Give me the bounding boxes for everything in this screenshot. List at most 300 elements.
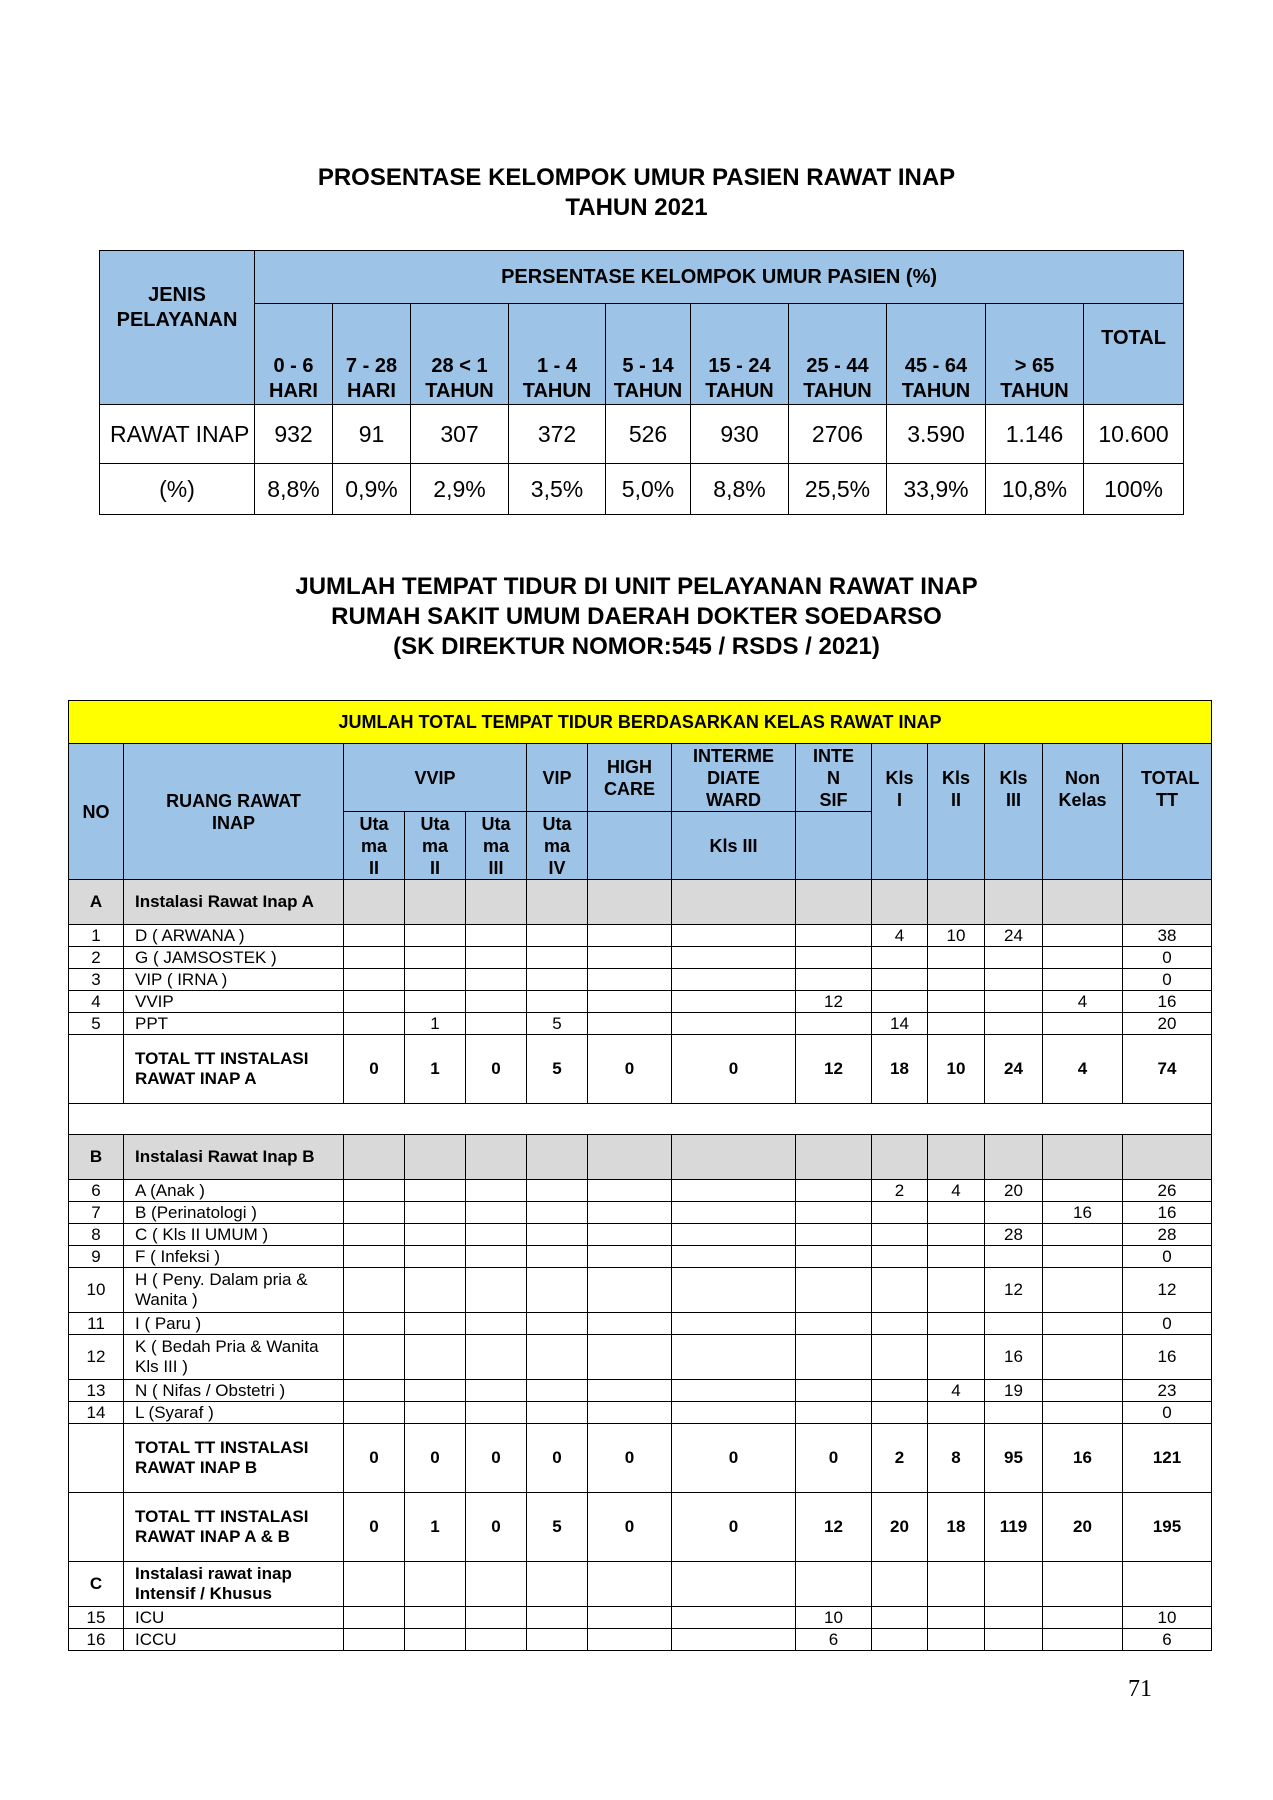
bed-count-cell: 16 (1123, 1335, 1212, 1380)
row-no: 11 (69, 1313, 124, 1335)
value-cell: 10.600 (1084, 405, 1184, 464)
bed-count-cell (1043, 1562, 1123, 1607)
bed-count-cell: 0 (527, 1424, 588, 1493)
table-row (69, 1035, 1212, 1104)
bed-count-cell (527, 947, 588, 969)
bed-count-cell (872, 1607, 928, 1629)
table-row (69, 1224, 1212, 1246)
bed-count-cell (344, 1380, 405, 1402)
bed-count-cell: 12 (1123, 1268, 1212, 1313)
value-cell: 307 (411, 405, 509, 464)
bed-count-cell (466, 1402, 527, 1424)
room-name: VIP ( IRNA ) (124, 969, 344, 991)
bed-count-cell (344, 1629, 405, 1651)
bed-count-cell (405, 880, 466, 925)
bed-count-cell: 4 (1043, 991, 1123, 1013)
bed-count-cell (466, 1013, 527, 1035)
room-name: H ( Peny. Dalam pria & Wanita ) (124, 1268, 344, 1313)
bed-count-cell (588, 1562, 672, 1607)
value-cell: 10,8% (986, 464, 1084, 515)
table-row (69, 1493, 1212, 1562)
value-cell: 91 (333, 405, 411, 464)
bed-count-cell (588, 1335, 672, 1380)
bed-count-cell (588, 947, 672, 969)
bed-count-cell: 10 (796, 1607, 872, 1629)
bed-count-cell (796, 947, 872, 969)
bed-count-cell (344, 1224, 405, 1246)
value-cell: 8,8% (255, 464, 333, 515)
bed-count-cell (1043, 1380, 1123, 1402)
bed-count-cell: 0 (672, 1424, 796, 1493)
table-row (69, 1135, 1212, 1180)
bed-count-cell: 10 (928, 1035, 985, 1104)
bed-count-cell (466, 1268, 527, 1313)
title1-line1: PROSENTASE KELOMPOK UMUR PASIEN RAWAT INAP (317, 164, 956, 191)
bed-count-cell: 8 (928, 1424, 985, 1493)
value-cell: 1.146 (986, 405, 1084, 464)
bed-count-cell (1043, 1335, 1123, 1380)
bed-count-cell: 0 (672, 1493, 796, 1562)
bed-count-cell: 95 (985, 1424, 1043, 1493)
kls2-header: Kls II (928, 744, 985, 880)
room-name: VVIP (124, 991, 344, 1013)
bed-count-cell: 0 (344, 1424, 405, 1493)
bed-count-cell (344, 1013, 405, 1035)
bed-count-cell (672, 969, 796, 991)
row-no: A (69, 880, 124, 925)
bed-count-cell (344, 947, 405, 969)
bed-count-cell: 4 (872, 925, 928, 947)
bed-count-cell: 0 (588, 1424, 672, 1493)
bed-count-cell (527, 1629, 588, 1651)
bed-count-cell (672, 991, 796, 1013)
persentase-group-header: PERSENTASE KELOMPOK UMUR PASIEN (%) (255, 251, 1184, 304)
room-name: B (Perinatologi ) (124, 1202, 344, 1224)
bed-count-cell (928, 991, 985, 1013)
room-name: Instalasi Rawat Inap A (124, 880, 344, 925)
age-group-table (99, 250, 1184, 515)
bed-count-cell (672, 1268, 796, 1313)
room-name: ICCU (124, 1629, 344, 1651)
bed-count-cell (796, 1335, 872, 1380)
age-col-header: TOTAL (1084, 304, 1184, 405)
bed-count-cell (1123, 1562, 1212, 1607)
bed-count-cell: 5 (527, 1035, 588, 1104)
bed-count-cell: 0 (796, 1424, 872, 1493)
bed-count-cell: 4 (928, 1180, 985, 1202)
bed-count-cell (928, 1402, 985, 1424)
bed-count-cell: 4 (928, 1380, 985, 1402)
bed-count-cell (405, 1335, 466, 1380)
table-row (69, 1268, 1212, 1313)
table-row (69, 1402, 1212, 1424)
bed-count-cell: 1 (405, 1013, 466, 1035)
room-name: K ( Bedah Pria & Wanita Kls III ) (124, 1335, 344, 1380)
bed-count-cell (588, 1202, 672, 1224)
table-banner: JUMLAH TOTAL TEMPAT TIDUR BERDASARKAN KELAS RAWAT INAP (69, 701, 1212, 744)
age-col-header: 7 - 28 HARI (333, 304, 411, 405)
bed-count-cell: 0 (466, 1424, 527, 1493)
age-col-header: 5 - 14 TAHUN (606, 304, 691, 405)
bed-count-cell (872, 1224, 928, 1246)
age-col-header: > 65 TAHUN (986, 304, 1084, 405)
bed-count-cell: 4 (1043, 1035, 1123, 1104)
bed-count-cell (796, 1380, 872, 1402)
bed-count-cell (466, 1629, 527, 1651)
bed-count-cell (466, 1224, 527, 1246)
table-row (69, 1380, 1212, 1402)
age-col-header: 1 - 4 TAHUN (509, 304, 606, 405)
intensif-header: INTE N SIF (796, 744, 872, 812)
bed-count-cell: 38 (1123, 925, 1212, 947)
bed-count-cell: 6 (796, 1629, 872, 1651)
table-row (69, 991, 1212, 1013)
bed-count-cell (796, 1268, 872, 1313)
bed-count-cell (527, 1562, 588, 1607)
table-row (69, 1180, 1212, 1202)
bed-count-cell (405, 1268, 466, 1313)
row-no: 4 (69, 991, 124, 1013)
room-name: ICU (124, 1607, 344, 1629)
value-cell: 25,5% (789, 464, 887, 515)
bed-count-cell (872, 947, 928, 969)
bed-count-cell (588, 1629, 672, 1651)
table-row (69, 969, 1212, 991)
row-no: 13 (69, 1380, 124, 1402)
bed-count-cell (344, 1202, 405, 1224)
value-cell: 5,0% (606, 464, 691, 515)
bed-count-cell (672, 1135, 796, 1180)
bed-count-cell: 0 (1123, 969, 1212, 991)
bed-count-cell (672, 1013, 796, 1035)
table-row (69, 1335, 1212, 1380)
bed-count-cell: 0 (1123, 947, 1212, 969)
table-row (69, 947, 1212, 969)
room-name: D ( ARWANA ) (124, 925, 344, 947)
bed-count-cell (672, 1629, 796, 1651)
row-label: RAWAT INAP (100, 405, 255, 464)
bed-count-cell (527, 1246, 588, 1268)
bed-count-cell (588, 991, 672, 1013)
bed-count-cell (985, 1562, 1043, 1607)
bed-count-cell (466, 1562, 527, 1607)
bed-count-cell (985, 1629, 1043, 1651)
bed-count-cell: 1 (405, 1035, 466, 1104)
bed-count-cell (672, 1202, 796, 1224)
row-no: C (69, 1562, 124, 1607)
room-name: L (Syaraf ) (124, 1402, 344, 1424)
bed-count-cell (796, 1013, 872, 1035)
bed-count-cell (1123, 1135, 1212, 1180)
bed-count-cell (466, 947, 527, 969)
bed-count-cell (466, 880, 527, 925)
bed-count-cell (672, 1402, 796, 1424)
bed-count-cell (985, 991, 1043, 1013)
bed-count-cell (672, 1380, 796, 1402)
bed-count-cell (928, 1607, 985, 1629)
bed-count-cell: 5 (527, 1013, 588, 1035)
bed-count-cell: 0 (344, 1035, 405, 1104)
room-name: N ( Nifas / Obstetri ) (124, 1380, 344, 1402)
bed-count-cell (466, 1202, 527, 1224)
bed-count-cell (872, 1135, 928, 1180)
title2-line3: (SK DIREKTUR NOMOR:545 / RSDS / 2021) (393, 633, 880, 660)
bed-count-cell (527, 1380, 588, 1402)
row-no (69, 1493, 124, 1562)
kls1-header: Kls I (872, 744, 928, 880)
bed-count-cell (588, 925, 672, 947)
bed-count-cell (405, 991, 466, 1013)
value-cell: 8,8% (691, 464, 789, 515)
bed-count-cell (928, 1224, 985, 1246)
bed-count-cell (405, 1313, 466, 1335)
table-row (69, 1246, 1212, 1268)
table-row (69, 1013, 1212, 1035)
bed-count-cell (985, 1135, 1043, 1180)
bed-count-cell (344, 1180, 405, 1202)
bed-count-cell (796, 1246, 872, 1268)
bed-count-cell (928, 1335, 985, 1380)
bed-count-cell (405, 1562, 466, 1607)
bed-count-cell (344, 1335, 405, 1380)
age-col-header: 25 - 44 TAHUN (789, 304, 887, 405)
bed-count-cell (527, 991, 588, 1013)
bed-count-cell (872, 1380, 928, 1402)
bed-count-cell (588, 1246, 672, 1268)
intermediate-header: INTERME DIATE WARD (672, 744, 796, 812)
bed-count-cell (672, 1224, 796, 1246)
row-no: 12 (69, 1335, 124, 1380)
table-row (69, 880, 1212, 925)
bed-count-cell: 0 (588, 1493, 672, 1562)
row-no: 7 (69, 1202, 124, 1224)
bed-count-cell: 12 (985, 1268, 1043, 1313)
bed-count-cell: 18 (928, 1493, 985, 1562)
bed-count-cell (796, 925, 872, 947)
bed-count-cell: 1 (405, 1493, 466, 1562)
bed-count-cell (344, 1268, 405, 1313)
row-no: 5 (69, 1013, 124, 1035)
bed-count-cell: 0 (405, 1424, 466, 1493)
bed-count-cell (1043, 1246, 1123, 1268)
table-row (69, 1104, 1212, 1135)
bed-count-cell (405, 1202, 466, 1224)
bed-count-cell (527, 969, 588, 991)
bed-count-cell (796, 1180, 872, 1202)
row-no: 1 (69, 925, 124, 947)
bed-count-cell (588, 1224, 672, 1246)
bed-count-cell: 16 (1043, 1202, 1123, 1224)
bed-count-cell: 16 (1123, 1202, 1212, 1224)
intensif-sub (796, 812, 872, 880)
bed-count-cell (527, 1135, 588, 1180)
bed-count-cell (344, 991, 405, 1013)
kls3-header: Kls III (985, 744, 1043, 880)
bed-count-cell: 24 (985, 1035, 1043, 1104)
bed-count-cell (672, 1180, 796, 1202)
row-no: 15 (69, 1607, 124, 1629)
value-cell: 2706 (789, 405, 887, 464)
value-cell: 3,5% (509, 464, 606, 515)
bed-count-cell (527, 880, 588, 925)
bed-count-cell (527, 1402, 588, 1424)
non-kelas-header: Non Kelas (1043, 744, 1123, 880)
bed-count-cell: 23 (1123, 1380, 1212, 1402)
bed-count-cell: 0 (344, 1493, 405, 1562)
bed-count-cell (672, 925, 796, 947)
bed-count-cell (928, 1562, 985, 1607)
bed-count-cell: 19 (985, 1380, 1043, 1402)
bed-count-cell (588, 880, 672, 925)
bed-count-cell (527, 1607, 588, 1629)
row-no (69, 1035, 124, 1104)
bed-count-cell (985, 880, 1043, 925)
age-col-header: 45 - 64 TAHUN (887, 304, 986, 405)
bed-count-cell: 0 (672, 1035, 796, 1104)
bed-count-cell: 16 (985, 1335, 1043, 1380)
room-name: TOTAL TT INSTALASI RAWAT INAP A (124, 1035, 344, 1104)
bed-count-cell: 0 (466, 1035, 527, 1104)
vvip-header: VVIP (344, 744, 527, 812)
bed-count-cell (796, 880, 872, 925)
bed-count-cell (527, 1313, 588, 1335)
bed-count-cell (672, 1335, 796, 1380)
bed-count-cell (466, 1380, 527, 1402)
bed-count-cell (928, 1135, 985, 1180)
bed-count-cell (928, 1246, 985, 1268)
bed-count-cell (344, 880, 405, 925)
room-name: Instalasi rawat inap Intensif / Khusus (124, 1562, 344, 1607)
bed-count-cell (405, 1180, 466, 1202)
bed-count-cell: 16 (1043, 1424, 1123, 1493)
room-name: F ( Infeksi ) (124, 1246, 344, 1268)
bed-count-cell: 2 (872, 1424, 928, 1493)
table-row (69, 1607, 1212, 1629)
bed-count-cell (344, 1135, 405, 1180)
bed-count-cell (588, 1268, 672, 1313)
bed-count-cell (588, 1313, 672, 1335)
bed-count-cell (466, 1607, 527, 1629)
bed-count-cell (405, 969, 466, 991)
bed-count-cell (344, 925, 405, 947)
bed-count-cell: 0 (1123, 1402, 1212, 1424)
utama4-header: Uta ma IV (527, 812, 588, 880)
bed-count-cell (1043, 1313, 1123, 1335)
bed-count-cell (928, 1629, 985, 1651)
table-row (69, 1629, 1212, 1651)
bed-count-cell (588, 1135, 672, 1180)
bed-count-cell: 6 (1123, 1629, 1212, 1651)
bed-count-cell: 195 (1123, 1493, 1212, 1562)
bed-count-cell (928, 1313, 985, 1335)
bed-count-cell (928, 1202, 985, 1224)
bed-count-cell: 28 (985, 1224, 1043, 1246)
high-care-sub (588, 812, 672, 880)
bed-count-cell (344, 969, 405, 991)
bed-count-cell: 10 (1123, 1607, 1212, 1629)
bed-count-cell (872, 1246, 928, 1268)
bed-count-table (68, 700, 1212, 1651)
bed-count-cell (466, 1313, 527, 1335)
bed-count-cell (985, 1246, 1043, 1268)
utama2a-header: Uta ma II (344, 812, 405, 880)
bed-count-cell: 119 (985, 1493, 1043, 1562)
bed-count-cell (588, 1380, 672, 1402)
bed-count-cell (344, 1246, 405, 1268)
bed-count-cell (588, 1180, 672, 1202)
bed-count-cell (872, 1562, 928, 1607)
bed-count-cell (466, 1335, 527, 1380)
bed-count-cell (796, 1562, 872, 1607)
bed-count-cell (1043, 880, 1123, 925)
no-header: NO (69, 744, 124, 880)
bed-count-cell (796, 1135, 872, 1180)
bed-count-cell (796, 1224, 872, 1246)
value-cell: 33,9% (887, 464, 986, 515)
bed-count-cell (928, 947, 985, 969)
high-care-header: HIGH CARE (588, 744, 672, 812)
bed-count-cell (872, 1268, 928, 1313)
bed-count-cell (1123, 880, 1212, 925)
bed-count-cell (1043, 1607, 1123, 1629)
bed-count-cell: 24 (985, 925, 1043, 947)
bed-count-cell (527, 1335, 588, 1380)
bed-count-cell (872, 1629, 928, 1651)
bed-count-cell (588, 1013, 672, 1035)
value-cell: 0,9% (333, 464, 411, 515)
vip-header: VIP (527, 744, 588, 812)
title1-line2: TAHUN 2021 (565, 194, 708, 221)
room-name: PPT (124, 1013, 344, 1035)
bed-count-cell (796, 1202, 872, 1224)
row-no: 10 (69, 1268, 124, 1313)
bed-count-cell (985, 1402, 1043, 1424)
bed-count-cell (985, 947, 1043, 969)
jenis-pelayanan-header: JENIS PELAYANAN (100, 251, 255, 405)
table-row (69, 1424, 1212, 1493)
bed-count-cell (672, 1607, 796, 1629)
spacer-row (69, 1104, 1212, 1135)
bed-count-cell (466, 969, 527, 991)
age-col-header: 0 - 6 HARI (255, 304, 333, 405)
bed-count-cell (872, 1402, 928, 1424)
bed-count-cell (405, 1629, 466, 1651)
table-row (69, 925, 1212, 947)
bed-count-cell (928, 1268, 985, 1313)
bed-count-cell (466, 1180, 527, 1202)
row-no: 9 (69, 1246, 124, 1268)
bed-count-cell (672, 1246, 796, 1268)
bed-count-cell (672, 1313, 796, 1335)
bed-count-cell (588, 1607, 672, 1629)
bed-count-cell: 20 (1123, 1013, 1212, 1035)
bed-count-cell: 18 (872, 1035, 928, 1104)
value-cell: 100% (1084, 464, 1184, 515)
title2-line2: RUMAH SAKIT UMUM DAERAH DOKTER SOEDARSO (331, 603, 942, 630)
row-no: B (69, 1135, 124, 1180)
bed-count-cell (405, 947, 466, 969)
bed-count-cell (872, 880, 928, 925)
title2-line1: JUMLAH TEMPAT TIDUR DI UNIT PELAYANAN RAWAT INAP (295, 573, 978, 600)
bed-count-cell (344, 1402, 405, 1424)
bed-count-cell (796, 1313, 872, 1335)
age-col-header: 15 - 24 TAHUN (691, 304, 789, 405)
bed-count-cell (1043, 1013, 1123, 1035)
bed-count-cell (985, 1202, 1043, 1224)
bed-count-cell: 12 (796, 991, 872, 1013)
bed-count-cell (405, 1607, 466, 1629)
bed-count-cell: 0 (1123, 1246, 1212, 1268)
